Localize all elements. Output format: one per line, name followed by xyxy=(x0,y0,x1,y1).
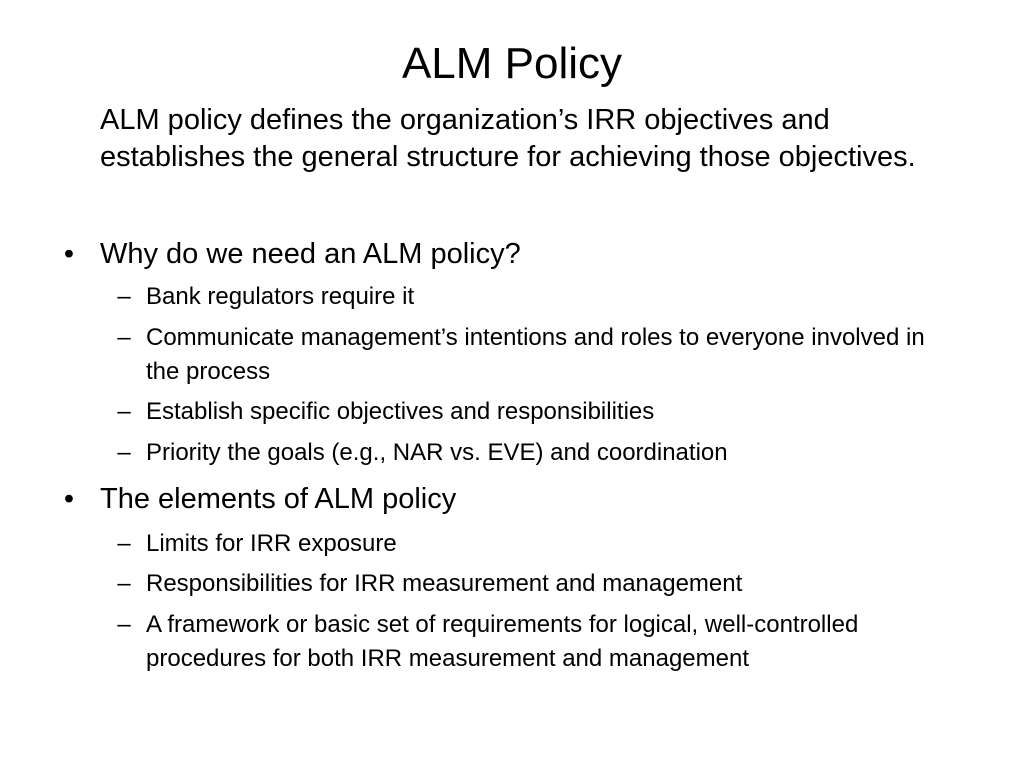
bullet-text: The elements of ALM policy xyxy=(100,483,457,515)
sub-bullet-marker: – xyxy=(117,570,131,597)
sub-bullet-priority xyxy=(114,436,944,470)
bullet-why-need-policy xyxy=(54,236,994,273)
sub-bullet-text: Limits for IRR exposure xyxy=(146,530,397,557)
sub-bullet-text: A framework or basic set of requirements for logical, well-controlled procedures for both IRR measurement and management xyxy=(146,611,859,672)
bullet-marker: • xyxy=(63,238,75,270)
sub-bullet-marker: – xyxy=(117,283,131,310)
sub-bullet-communicate xyxy=(114,321,944,389)
sub-bullet-text: Communicate management’s intentions and roles to everyone involved in the process xyxy=(146,324,925,385)
sub-bullet-marker: – xyxy=(117,611,131,638)
sub-bullet-marker: – xyxy=(117,398,131,425)
sub-bullet-responsibilities xyxy=(114,567,944,601)
bullet-elements-of-policy xyxy=(54,481,994,518)
sub-bullet-text: Responsibilities for IRR measurement and management xyxy=(146,570,743,597)
sub-bullet-regulators xyxy=(114,280,944,314)
sub-bullet-framework xyxy=(114,608,944,676)
slide-title: ALM Policy xyxy=(401,39,623,88)
sub-bullet-establish xyxy=(114,395,944,429)
sub-bullet-text: Bank regulators require it xyxy=(146,283,415,310)
sub-bullet-limits xyxy=(114,527,944,561)
bullet-text: Why do we need an ALM policy? xyxy=(100,238,521,270)
sub-bullet-text: Establish specific objectives and responsibilities xyxy=(146,398,655,425)
sub-bullet-marker: – xyxy=(117,439,131,466)
sub-bullet-marker: – xyxy=(117,324,131,351)
bullet-marker: • xyxy=(63,483,75,515)
sub-bullet-text: Priority the goals (e.g., NAR vs. EVE) and coordination xyxy=(146,439,728,466)
intro-paragraph: ALM policy defines the organization’s IRR objectives and establishes the general structure for achieving those objectives. xyxy=(100,104,916,173)
sub-bullet-marker: – xyxy=(117,530,131,557)
